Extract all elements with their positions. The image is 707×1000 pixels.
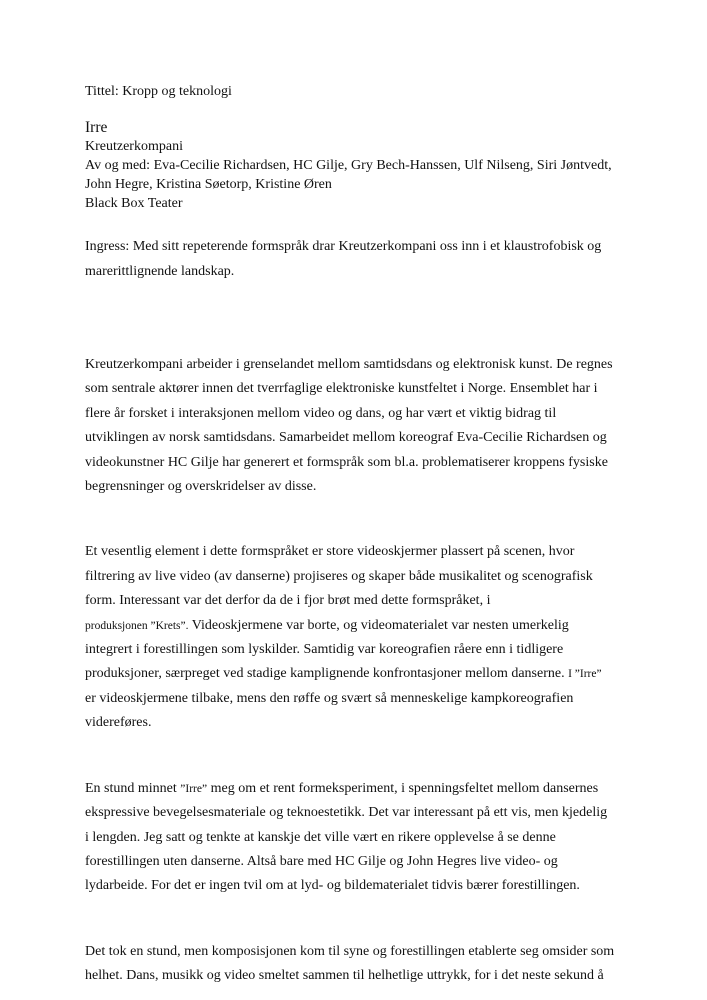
paragraph-1 [85,353,630,499]
text-line: i lengden. Jeg satt og tenkte at kanskje det ville vært en rikere opplevelse å se denne [85,829,556,845]
credits-line-1: Av og med: Eva-Cecilie Richardsen, HC Gilje, Gry Bech-Hanssen, Ulf Nilseng, Siri Jøntvedt, [85,158,612,173]
ingress [85,235,630,284]
text-line [85,777,630,801]
text-line: helhet. Dans, musikk og video smeltet sammen til helhetlige uttrykk, for i det neste sekund å [85,968,604,984]
text-line: flere år forsket i interaksjonen mellom video og dans, og har vært et viktig bidrag til [85,405,557,421]
text-line: filtrering av live video (av danserne) projiseres og skaper både musikalitet og scenografisk [85,568,593,584]
text-line [85,662,630,686]
text-run: produksjoner, særpreget ved stadige kamplignende konfrontasjoner mellom danserne. [85,666,569,682]
text-line: form. Interessant var det derfor da de i fjor brøt med dette formspråket, i [85,593,491,609]
paragraph-4 [85,940,630,989]
text-line: er videoskjermene tilbake, mens den røffe og svært så menneskelige kampkoreografien [85,690,574,706]
text-line: begrensninger og overskridelser av disse. [85,479,317,495]
credits-line-2: John Hegre, Kristina Søetorp, Kristine Øren [85,177,332,192]
text-line: lydarbeide. For det er ingen tvil om at lyd- og bildematerialet tidvis bærer forestillingen. [85,878,580,894]
text-run: meg om et rent formeksperiment, i spenningsfeltet mellom dansernes [207,780,599,796]
production-header [85,119,630,213]
text-line: Et vesentlig element i dette formspråket er store videoskjermer plassert på scenen, hvor [85,544,575,560]
paragraph-3 [85,777,630,899]
work-title: Irre [85,119,108,136]
text-line: forestillingen uten danserne. Altså bare med HC Gilje og John Hegres live video- og [85,853,558,869]
text-line: ekspressive bevegelsesmateriale og teknoestetikk. Det var interessant på ett vis, men kjedelig [85,805,608,821]
ingress-line-1: Ingress: Med sitt repeterende formspråk drar Kreutzerkompani oss inn i et klaustrofobisk og [85,239,602,254]
text-line: integrert i forestillingen som lyskilder. Samtidig var koreografien råere enn i tidligere [85,642,564,658]
text-line: Det tok en stund, men komposisjonen kom til syne og forestillingen etablerte seg omsider som [85,943,615,959]
text-run: En stund minnet [85,780,181,796]
company-name: Kreutzerkompani [85,139,183,154]
text-line: som sentrale aktører innen det tverrfaglige elektroniske kunstfeltet i Norge. Ensemblet har i [85,381,598,397]
irre-reference: ”Irre” [180,782,208,795]
text-line: videreføres. [85,715,152,731]
krets-reference: produksjonen ”Krets”. [85,619,189,632]
text-line [85,614,630,638]
text-line: videokunstner HC Gilje har generert et formspråk som bl.a. problematiserer kroppens fysiske [85,454,608,470]
ingress-line-2: marerittlignende landskap. [85,263,235,279]
title-line: Tittel: Kropp og teknologi [85,84,232,99]
text-run: Videoskjermene var borte, og videomaterialet var nesten umerkelig [188,617,569,633]
text-line: utviklingen av norsk samtidsdans. Samarbeidet mellom koreograf Eva-Cecilie Richardsen og [85,430,607,446]
venue: Black Box Teater [85,196,183,211]
document-page [85,82,630,989]
paragraph-2 [85,540,630,735]
text-line: Kreutzerkompani arbeider i grenselandet mellom samtidsdans og elektronisk kunst. De regnes [85,357,613,372]
irre-reference: I ”Irre” [568,668,602,681]
